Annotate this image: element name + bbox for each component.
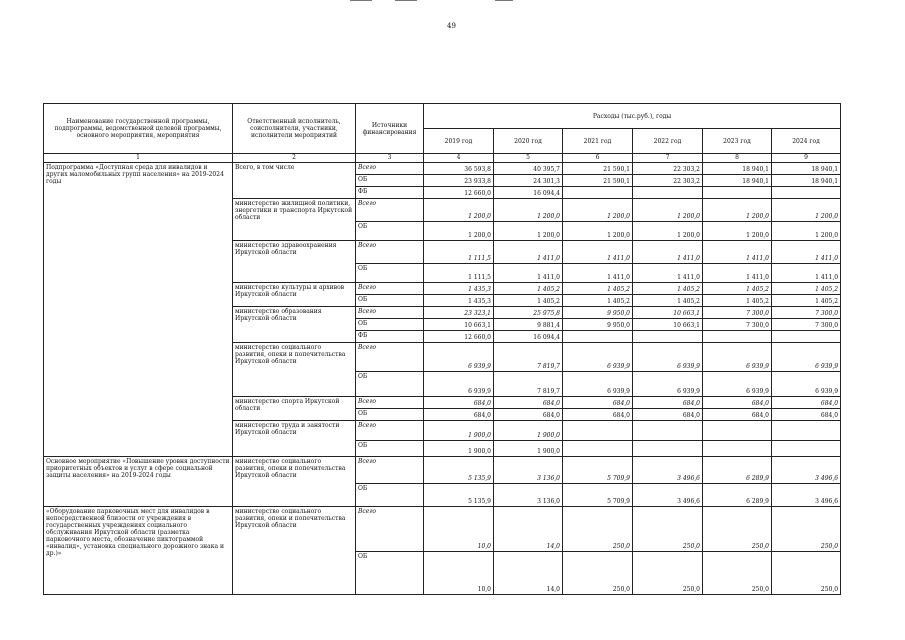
value-cell: 1 411,0 <box>633 241 703 264</box>
header-year: 2024 год <box>772 129 841 154</box>
value-cell: 7 300,0 <box>703 307 772 319</box>
value-cell: 250,0 <box>563 552 633 595</box>
subprogram-name: Подпрограмма «Доступная среда для инвалидов и других маломобильных групп населения» на 2019-2024 годы <box>44 163 233 457</box>
header-year: 2020 год <box>494 129 563 154</box>
value-cell: 1 405,2 <box>703 283 772 295</box>
column-number: 1 <box>44 154 233 163</box>
column-number: 6 <box>563 154 633 163</box>
value-cell: 1 111,5 <box>424 264 494 283</box>
column-number: 4 <box>424 154 494 163</box>
value-cell: 7 300,0 <box>772 307 841 319</box>
value-cell <box>703 421 772 441</box>
value-cell: 21 590,1 <box>563 163 633 175</box>
value-cell: 1 200,0 <box>563 199 633 222</box>
source-cell: Всего <box>356 241 424 264</box>
value-cell: 6 289,9 <box>703 457 772 484</box>
value-cell: 18 940,1 <box>772 163 841 175</box>
value-cell: 684,0 <box>494 397 563 409</box>
source-cell: ОБ <box>356 552 424 595</box>
value-cell: 1 411,0 <box>703 241 772 264</box>
value-cell: 9 881,4 <box>494 319 563 331</box>
measure-executor: министерство социального развития, опеки и попечительства Иркутской области <box>233 457 356 507</box>
value-cell <box>772 441 841 457</box>
value-cell: 684,0 <box>424 409 494 421</box>
source-cell: Всего <box>356 307 424 319</box>
source-cell: Всего <box>356 457 424 484</box>
column-number: 3 <box>356 154 424 163</box>
source-cell: ОБ <box>356 264 424 283</box>
executor-name: министерство социального развития, опеки и попечительства Иркутской области <box>233 343 356 397</box>
value-cell: 6 939,9 <box>703 343 772 372</box>
value-cell: 250,0 <box>772 552 841 595</box>
page-number: 49 <box>447 22 456 30</box>
value-cell: 1 200,0 <box>633 222 703 241</box>
value-cell: 684,0 <box>633 409 703 421</box>
value-cell: 14,0 <box>494 552 563 595</box>
value-cell <box>772 421 841 441</box>
header-year: 2022 год <box>633 129 703 154</box>
value-cell: 23 323,1 <box>424 307 494 319</box>
value-cell: 250,0 <box>633 552 703 595</box>
value-cell: 1 405,2 <box>703 295 772 307</box>
header-year: 2021 год <box>563 129 633 154</box>
value-cell: 1 411,0 <box>703 264 772 283</box>
value-cell: 1 200,0 <box>772 222 841 241</box>
value-cell: 1 900,0 <box>494 441 563 457</box>
source-cell: ОБ <box>356 372 424 397</box>
value-cell: 1 411,0 <box>563 264 633 283</box>
value-cell <box>563 421 633 441</box>
value-cell: 1 200,0 <box>772 199 841 222</box>
executor-name: министерство труда и занятости Иркутской области <box>233 421 356 457</box>
value-cell: 3 496,6 <box>772 457 841 484</box>
value-cell: 10 663,1 <box>633 319 703 331</box>
header-year: 2023 год <box>703 129 772 154</box>
header-program-name: Наименование государственной программы, подпрограммы, ведомственной целевой программы, основного мероприятия, мероприятия <box>44 104 233 154</box>
value-cell: 5 709,9 <box>563 457 633 484</box>
value-cell: 1 900,0 <box>494 421 563 441</box>
value-cell: 3 496,6 <box>633 484 703 507</box>
value-cell: 14,0 <box>494 507 563 552</box>
value-cell: 1 411,0 <box>772 264 841 283</box>
value-cell: 3 496,6 <box>772 484 841 507</box>
measure-name: Основное мероприятие «Повышение уровня доступности приоритетных объектов и услуг в сфере социальной защиты населения» на 2019-2024 годы <box>44 457 233 507</box>
source-cell: ОБ <box>356 409 424 421</box>
value-cell: 1 405,2 <box>563 283 633 295</box>
value-cell <box>563 441 633 457</box>
value-cell: 684,0 <box>563 397 633 409</box>
value-cell: 7 819,7 <box>494 372 563 397</box>
value-cell <box>563 331 633 343</box>
value-cell: 5 709,9 <box>563 484 633 507</box>
source-cell: Всего <box>356 397 424 409</box>
value-cell: 1 435,3 <box>424 295 494 307</box>
value-cell: 1 405,2 <box>633 295 703 307</box>
executor-name: министерство жилищной политики, энергетики и транспорта Иркутской области <box>233 199 356 241</box>
value-cell: 6 939,9 <box>424 343 494 372</box>
header-sources: Источники финансирования <box>356 104 424 154</box>
executor-name: министерство образования Иркутской области <box>233 307 356 343</box>
measure-executor: министерство социального развития, опеки и попечительства Иркутской области <box>233 507 356 595</box>
header-row-numbers <box>44 154 841 163</box>
value-cell: 10,0 <box>424 507 494 552</box>
value-cell: 7 300,0 <box>703 319 772 331</box>
value-cell: 250,0 <box>703 507 772 552</box>
value-cell: 1 200,0 <box>703 199 772 222</box>
source-cell: ОБ <box>356 175 424 187</box>
value-cell: 1 411,0 <box>563 241 633 264</box>
value-cell: 684,0 <box>563 409 633 421</box>
value-cell: 684,0 <box>703 397 772 409</box>
value-cell <box>633 441 703 457</box>
value-cell <box>633 421 703 441</box>
value-cell: 1 405,2 <box>772 283 841 295</box>
source-cell: ФБ <box>356 187 424 199</box>
value-cell: 684,0 <box>424 397 494 409</box>
value-cell <box>703 187 772 199</box>
measure-row <box>44 507 841 552</box>
value-cell: 6 939,9 <box>703 372 772 397</box>
value-cell <box>633 331 703 343</box>
value-cell: 684,0 <box>772 409 841 421</box>
header-expenses: Расходы (тыс.руб.), годы <box>424 104 841 129</box>
value-cell: 6 939,9 <box>772 372 841 397</box>
value-cell: 1 411,0 <box>633 264 703 283</box>
value-cell: 6 939,9 <box>563 343 633 372</box>
value-cell: 1 200,0 <box>424 222 494 241</box>
value-cell: 5 135,9 <box>424 484 494 507</box>
value-cell: 22 303,2 <box>633 163 703 175</box>
value-cell: 6 939,9 <box>772 343 841 372</box>
value-cell: 1 405,2 <box>633 283 703 295</box>
scan-mark-top-1 <box>350 0 372 1</box>
executor-name: министерство культуры и архивов Иркутской области <box>233 283 356 307</box>
value-cell: 12 660,0 <box>424 187 494 199</box>
header-executors: Ответственный исполнитель, соисполнители, участники, исполнители мероприятий <box>233 104 356 154</box>
measure-name: «Оборудование парковочных мест для инвалидов в непосредственной близости от учреждения в государственных учреждениях социального обслуживания Иркутской области (разметка парковочного места, обозначение пиктограммой «инвалид», установка специального дорожного знака и др.)» <box>44 507 233 595</box>
source-cell: Всего <box>356 283 424 295</box>
value-cell: 40 395,7 <box>494 163 563 175</box>
source-cell: Всего <box>356 507 424 552</box>
value-cell: 12 660,0 <box>424 331 494 343</box>
value-cell: 1 411,0 <box>772 241 841 264</box>
value-cell: 1 900,0 <box>424 441 494 457</box>
source-cell: ОБ <box>356 441 424 457</box>
value-cell: 6 939,9 <box>633 343 703 372</box>
value-cell: 1 405,2 <box>563 295 633 307</box>
value-cell: 1 200,0 <box>563 222 633 241</box>
value-cell: 6 939,9 <box>424 372 494 397</box>
value-cell: 250,0 <box>772 507 841 552</box>
header-year: 2019 год <box>424 129 494 154</box>
value-cell: 1 200,0 <box>703 222 772 241</box>
header-row-1 <box>44 104 841 129</box>
value-cell: 7 819,7 <box>494 343 563 372</box>
value-cell: 36 593,8 <box>424 163 494 175</box>
value-cell: 1 435,3 <box>424 283 494 295</box>
value-cell: 6 289,9 <box>703 484 772 507</box>
value-cell: 10,0 <box>424 552 494 595</box>
value-cell: 1 405,2 <box>772 295 841 307</box>
value-cell: 1 200,0 <box>424 199 494 222</box>
value-cell: 684,0 <box>703 409 772 421</box>
subprogram-total-label: Всего, в том числе <box>233 163 356 199</box>
value-cell <box>703 441 772 457</box>
source-cell: ОБ <box>356 484 424 507</box>
value-cell: 3 136,0 <box>494 484 563 507</box>
scan-mark-top-2 <box>395 0 417 1</box>
value-cell: 1 411,0 <box>494 241 563 264</box>
source-cell: ФБ <box>356 331 424 343</box>
value-cell: 24 301,3 <box>494 175 563 187</box>
value-cell: 18 940,1 <box>772 175 841 187</box>
value-cell <box>563 187 633 199</box>
value-cell: 1 200,0 <box>494 222 563 241</box>
value-cell: 25 975,8 <box>494 307 563 319</box>
value-cell <box>633 187 703 199</box>
value-cell: 1 405,2 <box>494 295 563 307</box>
scan-mark-top-3 <box>495 0 513 1</box>
value-cell: 16 094,4 <box>494 187 563 199</box>
value-cell <box>772 187 841 199</box>
value-cell: 23 933,8 <box>424 175 494 187</box>
value-cell: 10 663,1 <box>424 319 494 331</box>
value-cell: 3 496,6 <box>633 457 703 484</box>
column-number: 2 <box>233 154 356 163</box>
subprogram-row <box>44 163 841 175</box>
value-cell: 6 939,9 <box>563 372 633 397</box>
value-cell: 1 111,5 <box>424 241 494 264</box>
value-cell: 10 663,1 <box>633 307 703 319</box>
value-cell: 1 200,0 <box>494 199 563 222</box>
column-number: 9 <box>772 154 841 163</box>
value-cell: 21 590,1 <box>563 175 633 187</box>
executor-name: министерство спорта Иркутской области <box>233 397 356 421</box>
value-cell: 250,0 <box>633 507 703 552</box>
value-cell: 7 300,0 <box>772 319 841 331</box>
source-cell: Всего <box>356 163 424 175</box>
value-cell: 684,0 <box>772 397 841 409</box>
source-cell: Всего <box>356 421 424 441</box>
value-cell: 18 940,1 <box>703 175 772 187</box>
column-number: 5 <box>494 154 563 163</box>
source-cell: Всего <box>356 199 424 222</box>
value-cell: 6 939,9 <box>633 372 703 397</box>
value-cell: 18 940,1 <box>703 163 772 175</box>
value-cell: 684,0 <box>494 409 563 421</box>
value-cell: 250,0 <box>563 507 633 552</box>
source-cell: ОБ <box>356 319 424 331</box>
value-cell: 9 950,0 <box>563 307 633 319</box>
value-cell: 1 411,0 <box>494 264 563 283</box>
value-cell: 22 303,2 <box>633 175 703 187</box>
value-cell: 5 135,9 <box>424 457 494 484</box>
budget-table <box>43 103 841 595</box>
value-cell: 9 950,0 <box>563 319 633 331</box>
column-number: 7 <box>633 154 703 163</box>
value-cell: 684,0 <box>633 397 703 409</box>
value-cell <box>772 331 841 343</box>
value-cell: 1 900,0 <box>424 421 494 441</box>
value-cell: 250,0 <box>703 552 772 595</box>
value-cell: 3 136,0 <box>494 457 563 484</box>
measure-row <box>44 457 841 484</box>
source-cell: Всего <box>356 343 424 372</box>
executor-name: министерство здравоохранения Иркутской области <box>233 241 356 283</box>
value-cell: 1 200,0 <box>633 199 703 222</box>
value-cell: 1 405,2 <box>494 283 563 295</box>
value-cell <box>703 331 772 343</box>
source-cell: ОБ <box>356 222 424 241</box>
column-number: 8 <box>703 154 772 163</box>
source-cell: ОБ <box>356 295 424 307</box>
value-cell: 16 094,4 <box>494 331 563 343</box>
